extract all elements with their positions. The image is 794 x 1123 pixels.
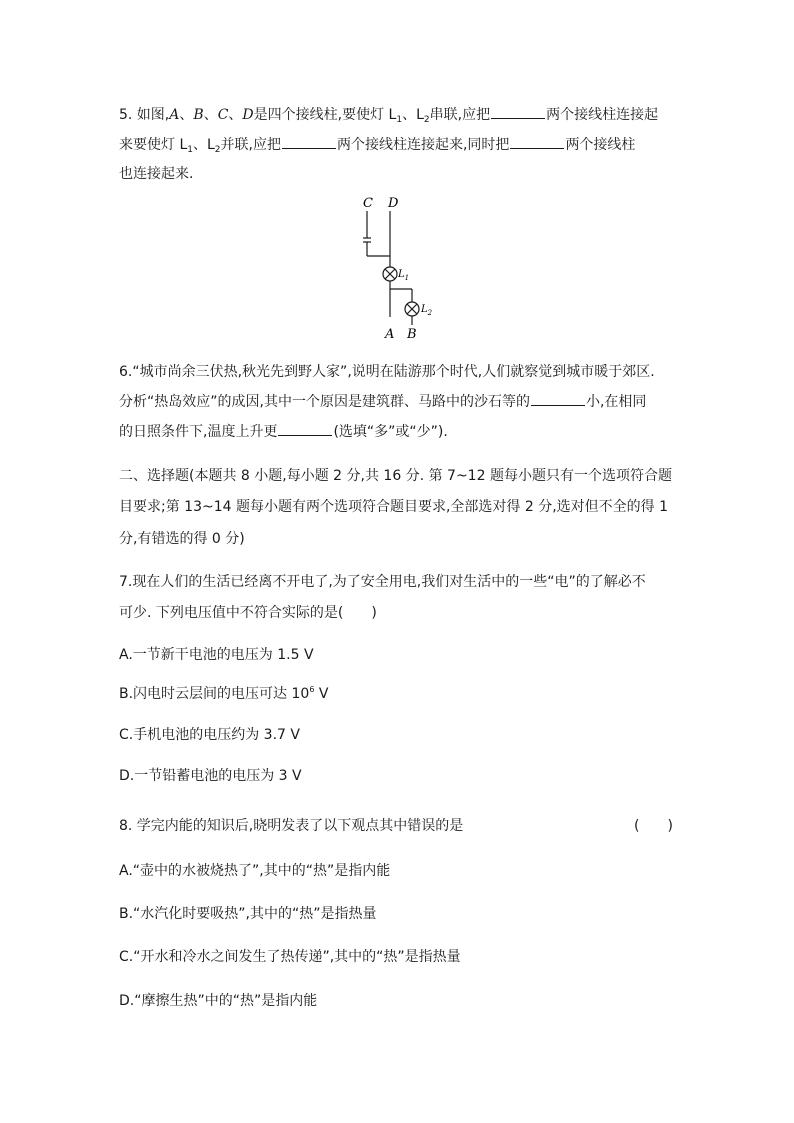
terminal-a-label: A — [385, 327, 395, 342]
lamp-l2-icon — [405, 302, 419, 316]
q7-line-1: 7.现在人们的生活已经离不开电了,为了安全用电,我们对生活中的一些“电”的了解必不 — [119, 574, 646, 590]
q5-line-3: 也连接起来. — [119, 166, 194, 182]
q5-line-1: 5. 如图,A、B、C、D是四个接线柱,要使灯 $L_1$、$L_2$串联,应把 两个接线柱连接起 — [119, 104, 658, 125]
terminal-c-text: C — [217, 107, 229, 123]
q7-line-2: 可少. 下列电压值中不符合实际的是( ) — [119, 605, 377, 621]
q8-option-d[interactable]: D.“摩擦生热”中的“热”是指内能 — [119, 993, 318, 1009]
lamp-l1-label: $L_1$ — [398, 269, 410, 282]
terminal-b-text: B — [193, 107, 204, 123]
q8-option-a[interactable]: A.“壶中的水被烧热了”,其中的“热”是指内能 — [119, 863, 391, 879]
terminal-b-label: B — [407, 327, 417, 342]
lamp-l2-label: $L_2$ — [421, 304, 433, 317]
section-2-line-2: 目要求;第 13~14 题每小题有两个选项符合题目要求,全部选对得 2 分,选对但不全的得 1 — [119, 499, 669, 515]
q5-line-2: 来要使灯 $L_1$、$L_2$并联,应把 两个接线柱连接起来,同时把 两个接线柱 — [119, 134, 635, 155]
answer-blank[interactable] — [510, 134, 564, 149]
circuit-diagram — [350, 192, 450, 344]
answer-blank[interactable] — [531, 391, 585, 406]
terminal-d-label: D — [388, 196, 399, 211]
answer-blank[interactable] — [282, 134, 336, 149]
answer-blank[interactable] — [491, 104, 545, 119]
terminal-c-label: C — [363, 196, 373, 211]
q7-option-b[interactable]: B.闪电时云层间的电压可达 $10^6$ V — [119, 685, 329, 702]
q6-line-2: 分析“热岛效应”的成因,其中一个原因是建筑群、马路中的沙石等的 小,在相同 — [119, 391, 646, 412]
answer-blank[interactable] — [278, 421, 332, 436]
q7-option-d[interactable]: D.一节铅蓄电池的电压为 3 V — [119, 768, 302, 784]
terminal-a-text: A — [169, 107, 180, 123]
q8-stem: 8. 学完内能的知识后,晓明发表了以下观点其中错误的是 — [119, 818, 464, 834]
lamp-l1-icon — [383, 267, 397, 281]
q8-answer-paren[interactable]: ( ) — [634, 818, 673, 834]
section-2-line-1: 二、选择题(本题共 8 小题,每小题 2 分,共 16 分. 第 7~12 题每小题只有一个选项符合题 — [119, 468, 672, 484]
q8-option-b[interactable]: B.“水汽化时要吸热”,其中的“热”是指热量 — [119, 906, 377, 922]
q7-option-c[interactable]: C.手机电池的电压约为 3.7 V — [119, 727, 300, 743]
q6-line-1: 6.“城市尚余三伏热,秋光先到野人家”,说明在陆游那个时代,人们就察觉到城市暖于郊区. — [119, 364, 655, 380]
q8-option-c[interactable]: C.“开水和冷水之间发生了热传递”,其中的“热”是指热量 — [119, 949, 461, 965]
section-2-line-3: 分,有错选的得 0 分) — [119, 531, 245, 547]
q7-option-a[interactable]: A.一节新干电池的电压为 1.5 V — [119, 647, 314, 663]
q6-line-3: 的日照条件下,温度上升更 (选填“多”或“少”). — [119, 421, 448, 442]
terminal-d-text: D — [242, 107, 254, 123]
